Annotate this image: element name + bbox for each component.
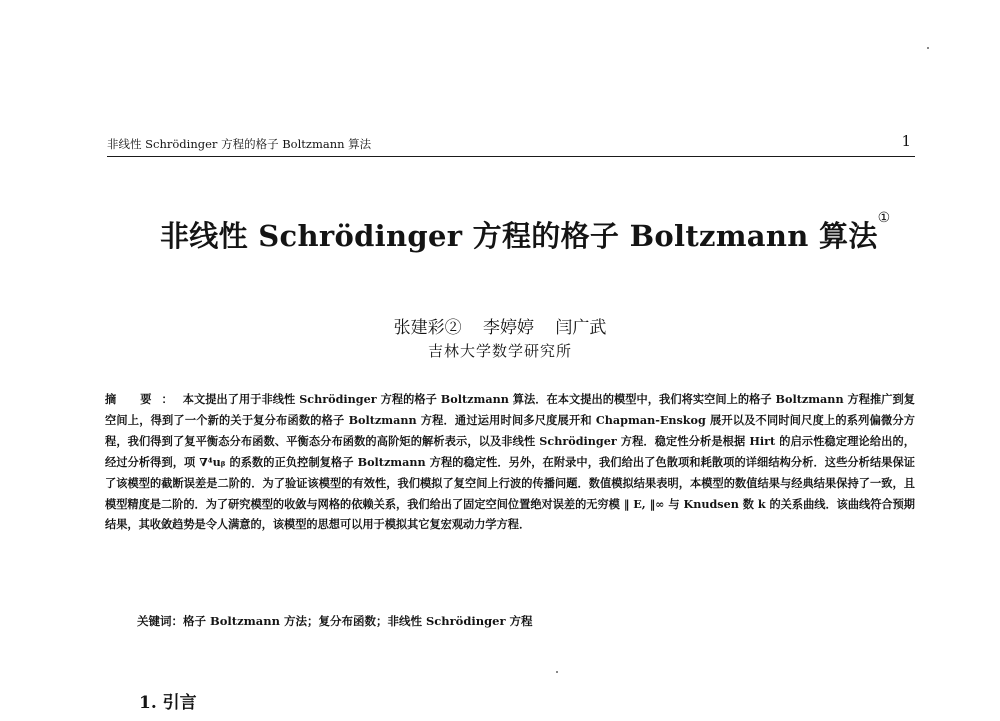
header-rule	[107, 156, 915, 157]
scan-speck	[927, 47, 929, 49]
affiliation: 吉林大学数学研究所	[427, 342, 572, 360]
title-footnote-mark: ①	[877, 210, 891, 226]
running-header	[107, 134, 915, 156]
author-list: 张建彩② 李婷婷 闫广武	[393, 318, 607, 338]
keywords-label: 关键词：	[137, 614, 183, 628]
keywords-text: 格子 Boltzmann 方法；复分布函数；非线性 Schrödinger 方程	[183, 614, 533, 628]
page-number: 1	[901, 132, 911, 150]
paper-title-text: 非线性 Schrödinger 方程的格子 Boltzmann 算法	[160, 219, 878, 253]
paper-title	[160, 210, 891, 255]
keywords	[137, 613, 917, 629]
running-title: 非线性 Schrödinger 方程的格子 Boltzmann 算法	[107, 137, 372, 151]
abstract-label: 摘 要：	[105, 392, 183, 406]
section-heading: 1. 引言	[139, 693, 197, 713]
abstract	[105, 389, 915, 535]
scan-speck	[556, 671, 558, 673]
abstract-text: 本文提出了用于非线性 Schrödinger 方程的格子 Boltzmann 算法．在本文提出的模型中，我们将实空间上的格子 Boltzmann 方程推广到复空间上，得到了一个新的关于复分布函数的格子 Boltzmann 方程．通过运用时间多尺度展开和 Chapman-Enskog 展开以及不同时间尺度上的系列偏微分方程，我们得到了复平衡态分布函数、平衡态分布函数的高阶矩的解析表示，以及非线性 Schrödinger 方程．稳定性分析是根据 Hirt 的启示性稳定理论给出的，经过分析得到，项 ∇⁴uᵦ 的系数的正负控制复格子 Boltzmann 方程的稳定性．另外，在附录中，我们给出了色散项和耗散项的详细结构分析．这些分析结果保证了该模型的截断误差是二阶的．为了验证该模型的有效性，我们模拟了复空间上行波的传播问题．数值模拟结果表明，本模型的数值结果与经典结果保持了一致，且模型精度是二阶的．为了研究模型的收敛与网格的依赖关系，我们给出了固定空间位置绝对误差的无穷模 ‖ E, ‖∞ 与 Knudsen 数 k 的关系曲线．该曲线符合预期结果，其收敛趋势是令人满意的，该模型的思想可以用于模拟其它复宏观动力学方程．	[105, 392, 915, 532]
